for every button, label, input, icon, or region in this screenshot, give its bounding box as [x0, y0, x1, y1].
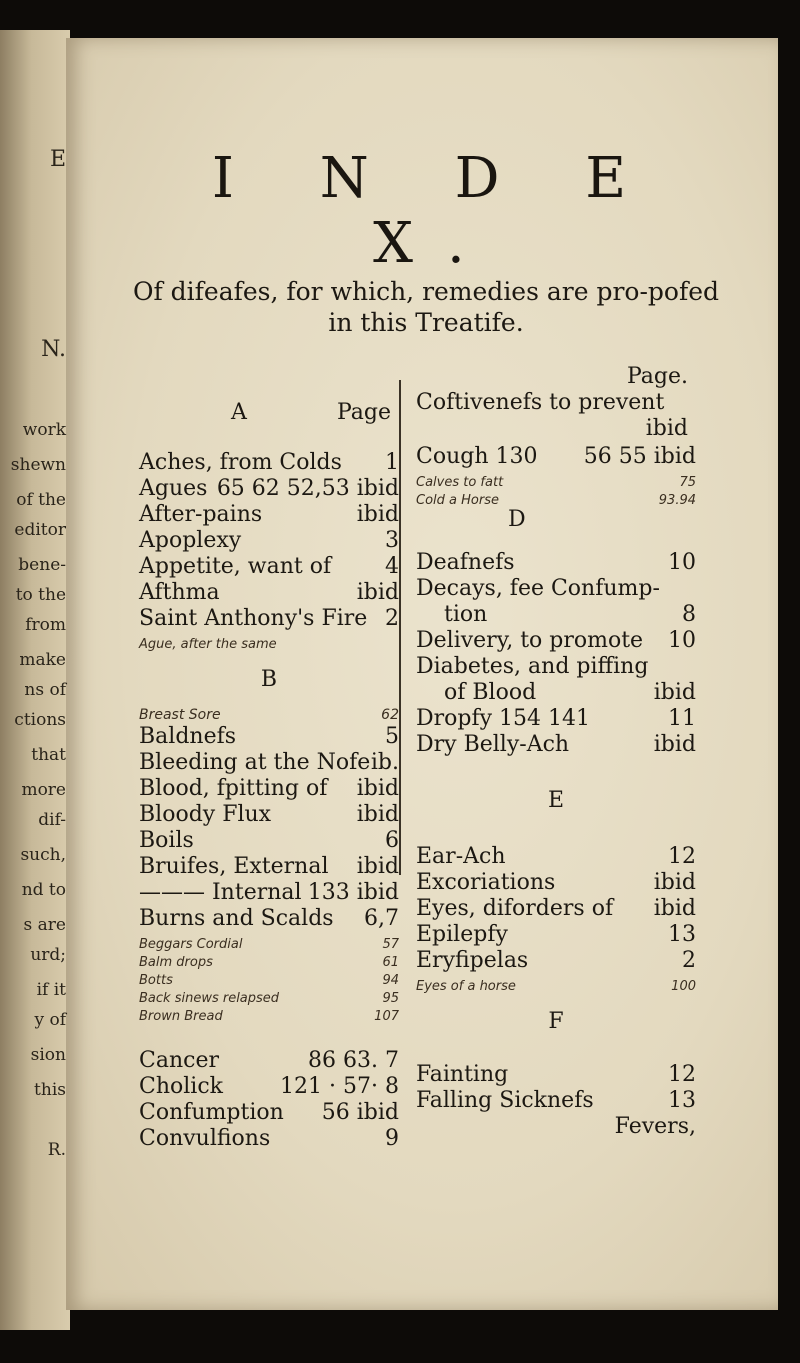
facing-page-fragment: this — [34, 1080, 66, 1100]
facing-page-fragment: of the — [16, 490, 66, 510]
handwritten-entry: Eyes of a horse 100 — [416, 979, 696, 994]
index-entry: Apoplexy 3 — [139, 528, 399, 553]
column-header — [139, 400, 399, 432]
index-entry: Diabetes, and piffing — [416, 654, 649, 679]
handwritten-entry: Calves to fatt 75 — [416, 475, 696, 490]
index-entry: Blood, fpitting of ibid — [139, 776, 399, 801]
page-header-label: Page — [336, 400, 391, 425]
index-entry: Agues 65 62 52,53 ibid — [139, 476, 399, 501]
facing-page-fragment: if it — [36, 980, 66, 1000]
facing-page-fragment: nd to — [21, 880, 66, 900]
page-title: I N D E X. — [211, 146, 661, 276]
index-entry: Falling Sicknefs 13 — [416, 1088, 696, 1113]
facing-page-fragment: dif- — [38, 810, 66, 830]
facing-page-fragment: bene- — [18, 555, 66, 575]
index-entry: Coftivenefs to prevent — [416, 390, 665, 415]
handwritten-entry: Back sinews relapsed 95 — [139, 991, 399, 1006]
index-entry: Cough 130 56 55 ibid — [416, 444, 696, 469]
index-entry: ——— Internal 133 ibid — [139, 880, 399, 905]
page-header-label: Page. — [626, 364, 688, 389]
section-letter-b: B — [260, 667, 278, 692]
facing-page-fragment: such, — [20, 845, 66, 865]
index-entry: Eyes, diforders of ibid — [416, 896, 696, 921]
facing-page-fragment: make — [19, 650, 66, 670]
index-entry: tion 8 — [444, 602, 696, 627]
index-entry: Fainting 12 — [416, 1062, 696, 1087]
handwritten-entry: Cold a Horse 93.94 — [416, 493, 696, 508]
facing-page-fragment: urd; — [30, 945, 66, 965]
index-entry: Epilepfy 13 — [416, 922, 696, 947]
index-entry: Dropfy 154 141 11 — [416, 706, 696, 731]
index-entry: Excoriations ibid — [416, 870, 696, 895]
index-entry: After-pains ibid — [139, 502, 399, 527]
facing-page-fragment: work — [22, 420, 66, 440]
index-entry: Afthma ibid — [139, 580, 399, 605]
index-entry: Burns and Scalds 6,7 — [139, 906, 399, 931]
index-entry: ibid — [645, 416, 688, 441]
facing-page-fragment: more — [21, 780, 66, 800]
handwritten-entry: Breast Sore 62 — [139, 707, 399, 723]
handwritten-entry: Balm drops 61 — [139, 955, 399, 970]
facing-page-fragment: y of — [34, 1010, 66, 1030]
facing-page-fragment: ctions — [14, 710, 66, 730]
facing-page-fragment: sion — [30, 1045, 66, 1065]
index-entry: Bruifes, External ibid — [139, 854, 399, 879]
index-entry: Eryfipelas 2 — [416, 948, 696, 973]
index-entry: Cholick 121 · 57· 8 — [139, 1074, 399, 1099]
facing-page-fragment: editor — [14, 520, 66, 540]
index-entry: Bleeding at the Nofe ib. — [139, 750, 399, 775]
index-entry: Decays, fee Confump- — [416, 576, 660, 601]
index-entry: Bloody Flux ibid — [139, 802, 399, 827]
handwritten-entry: Ague, after the same — [139, 637, 277, 652]
section-letter-d: D — [508, 507, 526, 532]
index-entry: Ear-Ach 12 — [416, 844, 696, 869]
index-entry: Saint Anthony's Fire 2 — [139, 606, 399, 631]
facing-page-fragment: s are — [23, 915, 66, 935]
index-entry: Boils 6 — [139, 828, 399, 853]
index-entry: Cancer 86 63. 7 — [139, 1048, 399, 1073]
section-letter-a: A — [231, 400, 247, 425]
facing-page-fragment: R. — [47, 1140, 66, 1160]
index-entry: Baldnefs 5 — [139, 724, 399, 749]
handwritten-entry: Brown Bread 107 — [139, 1009, 399, 1024]
handwritten-entry: Beggars Cordial 57 — [139, 937, 399, 952]
left-column — [139, 400, 399, 1152]
handwritten-entry: Botts 94 — [139, 973, 399, 988]
index-entry: Delivery, to promote 10 — [416, 628, 696, 653]
facing-page-fragment: ns of — [24, 680, 66, 700]
facing-page-fragment: from — [25, 615, 66, 635]
facing-page-fragment: to the — [15, 585, 66, 605]
facing-page-fragment: that — [31, 745, 66, 765]
page-subtitle: Of difeafes, for which, remedies are pro-pofed in this Treatife. — [132, 277, 720, 337]
index-entry: Convulfions 9 — [139, 1126, 399, 1151]
index-entry: Aches, from Colds 1 — [139, 450, 399, 475]
catchword: Fevers, — [614, 1114, 696, 1139]
index-entry: of Blood ibid — [444, 680, 696, 705]
index-entry: Dry Belly-Ach ibid — [416, 732, 696, 757]
book-page — [66, 38, 778, 1310]
facing-page-fragment: N. — [41, 337, 66, 362]
index-entry: Deafnefs 10 — [416, 550, 696, 575]
column-divider — [399, 380, 401, 875]
right-column — [416, 364, 696, 1140]
section-letter-f: F — [548, 1009, 564, 1034]
facing-page-fragment: E — [49, 147, 66, 172]
section-letter-e: E — [547, 788, 565, 813]
index-entry: Appetite, want of 4 — [139, 554, 399, 579]
facing-page-fragment: shewn — [10, 455, 66, 475]
index-entry: Confumption 56 ibid — [139, 1100, 399, 1125]
